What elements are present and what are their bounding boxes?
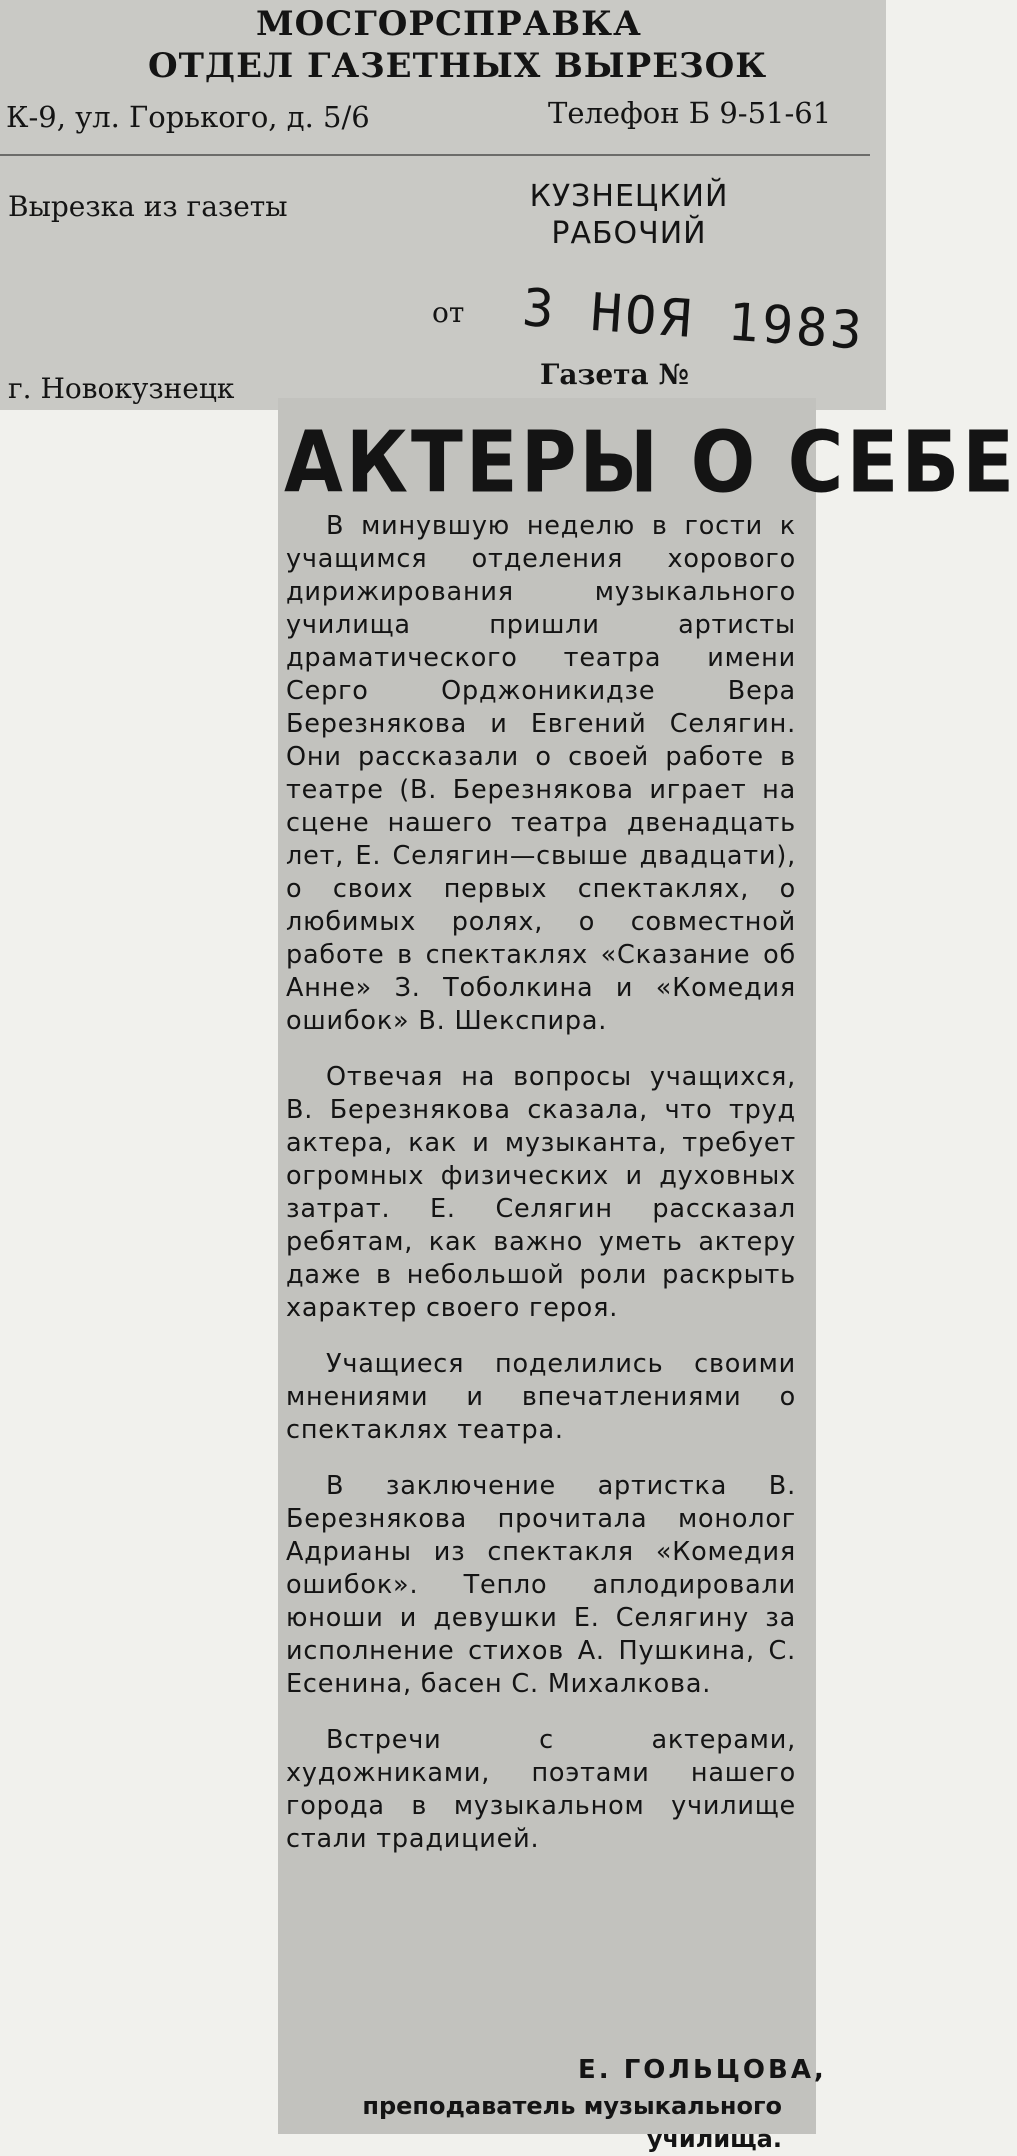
article-paragraph: В заключение артистка В. Березнякова прочитала монолог Адрианы из спектакля «Комедия ошибок». Тепло аплодировали юноши и девушки Е. Селягину за исполнение стихов А. Пушкина, С. Есенина, басен С. Михалкова. [286,1471,796,1699]
newspaper-name-line1: КУЗНЕЦКИЙ [529,179,729,214]
clipping-service-header [0,0,886,410]
phone-number: Телефон Б 9-51-61 [548,96,832,130]
newspaper-name-line2: РАБОЧИЙ [551,216,707,251]
article-paragraph: Учащиеся поделились своими мнениями и впечатлениями о спектаклях театра. [286,1349,796,1445]
cut-from-label: Вырезка из газеты [8,190,288,223]
city-name: г. Новокузнецк [8,372,235,405]
department-name: ОТДЕЛ ГАЗЕТНЫХ ВЫРЕЗОК [148,46,768,86]
article-author: Е. ГОЛЬЦОВА, [578,2055,827,2085]
author-role: преподаватель музыкального училища. [362,2092,782,2153]
header-divider [0,154,870,156]
date-stamp: 3 НОЯ 1983 [520,278,867,362]
address: К-9, ул. Горького, д. 5/6 [6,100,370,134]
issue-number-label: Газета № [540,358,689,391]
organization-name: МОСГОРСПРАВКА [256,4,642,44]
newspaper-clipping [278,398,1017,2153]
article-paragraph: В минувшую неделю в гости к учащимся отделения хорового дирижирования музыкального училища пришли артисты драматического театра имени Серго Орджоникидзе Вера Березнякова и Евгений Селягин. Они рассказали о своей работе в театре (В. Березнякова играет на сцене нашего театра двенадцать лет, Е. Селягин—свыше двадцати), о своих первых спектаклях, о любимых ролях, о совместной работе в спектаклях «Сказание об Анне» З. Тоболкина и «Комедия ошибок» В. Шекспира. [286,511,796,1036]
date-prefix: от [432,296,465,329]
article-headline: АКТЕРЫ О СЕБЕ [284,412,1017,512]
article-paragraph: Отвечая на вопросы учащихся, В. Березнякова сказала, что труд актера, как и музыканта, требует огромных физических и духовных затрат. Е. Селягин рассказал ребятам, как важно уметь актеру даже в небольшой роли раскрыть характер своего героя. [286,1062,796,1323]
article-paragraph: Встречи с актерами, художниками, поэтами нашего города в музыкальном училище стали традицией. [286,1725,796,1854]
article-body [286,510,796,1879]
newspaper-name [520,178,738,252]
